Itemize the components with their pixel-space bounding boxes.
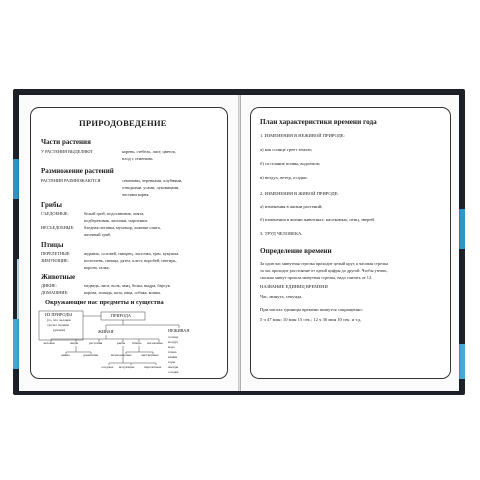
section-heading: Птицы <box>41 241 64 249</box>
section-heading: Части растения <box>41 138 91 146</box>
left-panel <box>30 107 228 379</box>
paragraph-line: сколько минут прошла минутная стрелка, надо считать от 12. <box>260 275 373 280</box>
diagram-note: (то, что человек <box>47 318 71 322</box>
diagram-node: кочующие <box>119 365 135 369</box>
diagram-node: человек <box>43 341 55 345</box>
row-text: журавль, соловей, скворец, ласточка, грач, кукушка. <box>84 251 180 256</box>
diagram-node: ИЗ ПРИРОДЫ <box>45 312 72 317</box>
diagram-node: дикие <box>61 353 70 357</box>
row-text: белый гриб, подосиновик, опята, <box>84 211 145 216</box>
page-title: ПРИРОДОВЕДЕНИЕ <box>79 118 167 128</box>
diagram-node: перелетные <box>144 365 162 369</box>
plan-item: а) изменения в жизни растений; <box>260 204 323 209</box>
diagram-node: звезды <box>168 365 179 369</box>
row-text: желчный гриб. <box>84 232 112 237</box>
plan-item: 3. ТРУД ЧЕЛОВЕКА. <box>260 231 303 236</box>
row-text: корова, лошадь, коза, овца, собака, кошка. <box>84 290 162 295</box>
plan-item: 2. ИЗМЕНЕНИЯ В ЖИВОЙ ПРИРОДЕ: <box>260 191 339 196</box>
row-label: НЕСЪЕДОБНЫЕ: <box>41 225 75 230</box>
diagram-node: ПРИРОДА <box>111 313 131 318</box>
row-label: ЗИМУЮЩИЕ: <box>41 258 69 263</box>
section-heading: Животные <box>41 273 76 281</box>
row-label: ПЕРЕЛЕТНЫЕ: <box>41 251 71 256</box>
diagram-node: насекомые <box>147 341 163 345</box>
diagram-node: вода <box>168 345 175 349</box>
diagram-node: вечнозеленые <box>111 353 132 357</box>
paragraph-line: При числах единицы времени пишутся сокращенно: <box>260 307 363 312</box>
row-text: корень, стебель, лист, цветок, <box>122 149 176 154</box>
section-heading: Определение времени <box>260 247 332 255</box>
row-text: поползень, синица, дятел, клест, воробей, снегирь, <box>84 258 177 263</box>
diagram-node: оседлые <box>101 365 114 369</box>
diagram-note: руками) <box>53 328 65 332</box>
plan-item: в) воздух, ветер, осадки. <box>260 175 308 180</box>
diagram-node: домашние <box>83 353 99 357</box>
plan-item: а) как солнце греет землю; <box>260 147 313 152</box>
diagram-note: сделал своими <box>47 323 69 327</box>
paragraph-line: За один час минутная стрелка проходит целый круг, а часовая стрелка <box>260 261 389 266</box>
row-text: частями корня. <box>122 192 150 197</box>
row-text: ворона, галка. <box>84 265 110 270</box>
row-label: ДИКИЕ: <box>41 283 57 288</box>
subheading: НАЗВАНИЕ ЕДИНИЦ ВРЕМЕНИ <box>260 284 328 289</box>
row-label: СЪЕДОБНЫЕ: <box>41 211 69 216</box>
diagram-node: звери <box>70 341 79 345</box>
row-text: семенами, черенками, клубнями, <box>122 178 183 183</box>
row-text: плод с семенами. <box>122 156 154 161</box>
diagram-node: птицы <box>132 341 142 345</box>
row-label: РАСТЕНИЯ РАЗМНОЖАЮТСЯ <box>41 178 101 183</box>
diagram-node: камни <box>168 355 178 359</box>
diagram-node: воздух <box>168 340 178 344</box>
diagram-node: горы <box>168 360 176 364</box>
paragraph-line: Час, минута, секунда. <box>260 294 303 299</box>
row-text: подберезовик, лисички, сыроежки. <box>84 218 148 223</box>
page-title: План характеристики времени года <box>260 118 377 126</box>
right-panel <box>250 107 451 379</box>
right-page <box>241 95 459 391</box>
nature-diagram <box>31 108 227 378</box>
diagram-node: солнце <box>168 335 179 339</box>
plan-item: б) состояние почвы, водоемов; <box>260 161 321 166</box>
diagram-node: лиственные <box>141 353 159 357</box>
diagram-node: растения <box>89 341 103 345</box>
row-text: отводками, усами, луковицами, <box>122 185 180 190</box>
section-heading: Окружающие нас предметы и существа <box>45 299 164 306</box>
diagram-node: ЖИВАЯ <box>98 329 114 334</box>
plan-item: 1. ИЗМЕНЕНИЯ В НЕЖИВОЙ ПРИРОДЕ: <box>260 133 345 138</box>
diagram-node: почва <box>168 350 177 354</box>
row-label: ДОМАШНИЕ: <box>41 290 69 295</box>
left-page <box>19 95 238 391</box>
diagram-node: рыбы <box>117 341 126 345</box>
row-text: бледная поганка, мухомор, ложные опята, <box>84 225 161 230</box>
row-text: медведь, лиса, волк, заяц, белка, выдра, барсук. <box>84 283 171 288</box>
plan-item: б) изменения в жизни животных: насекомых, птиц, зверей. <box>260 217 375 222</box>
section-heading: Грибы <box>41 201 62 209</box>
paragraph-line: за час проходит расстояние от одной цифры до другой. Чтобы узнать, <box>260 268 388 273</box>
paragraph-line: 5 ч 47 мин; 10 мин 15 сек.; 12 ч 30 мин 10 сек. и т.д. <box>260 317 362 322</box>
section-heading: Размножение растений <box>41 167 114 175</box>
row-label: У РАСТЕНИЯ ВЫДЕЛЯЮТ <box>41 149 93 154</box>
diagram-node: НЕЖИВАЯ <box>168 328 190 333</box>
diagram-node: осадки <box>168 370 179 374</box>
